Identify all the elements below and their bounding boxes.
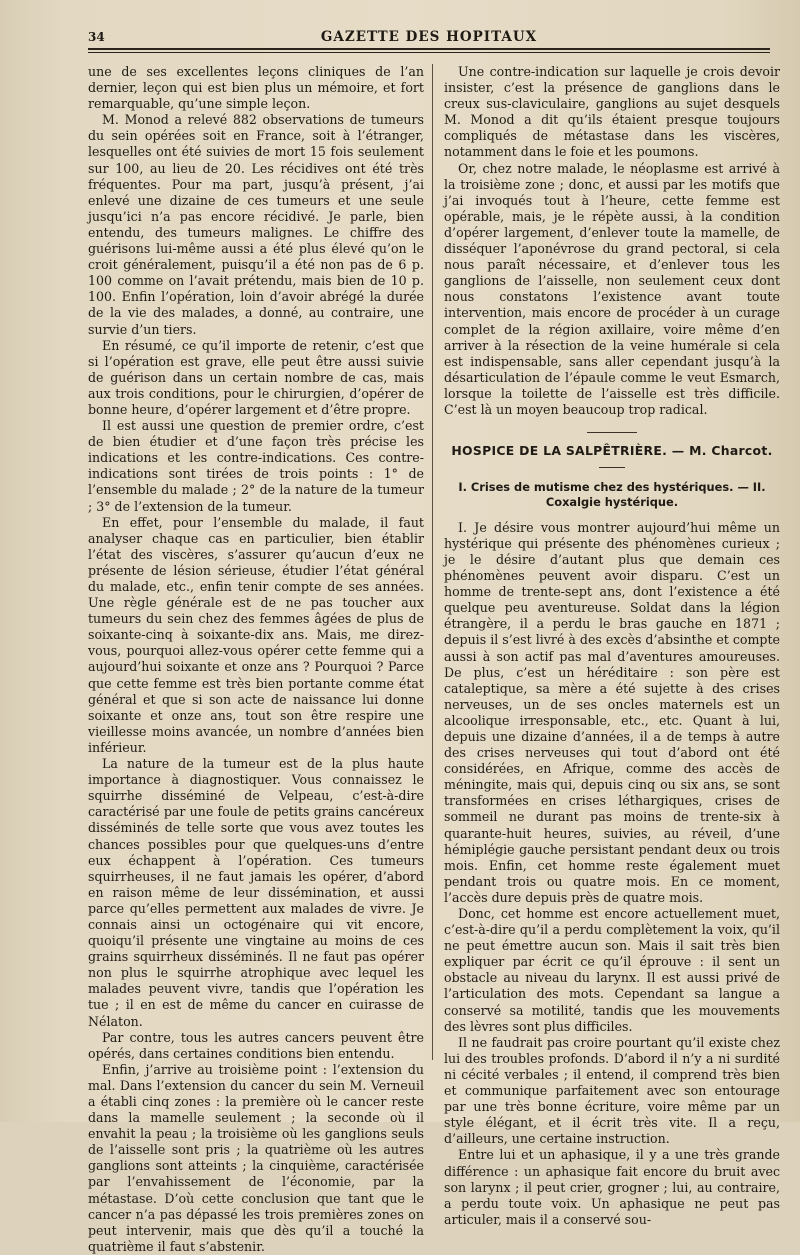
header-rule-thin [88, 52, 770, 53]
paragraph: Donc, cet homme est encore actuellement muet, c’est-à-dire qu’il a perdu complètement la voix, qu’il ne peut émettre aucun son. Mais il sait très bien expliquer par écrit ce qu’il éprouve : il sent un obstacle au niveau du larynx. Il est aussi privé de l’articulation des mots. Cependant sa langue a conservé sa motilité, tandis que les mouvements des lèvres sont plus difficiles. [444, 906, 780, 1034]
paragraph: Entre lui et un aphasique, il y a une très grande différence : un aphasique fait encore du bruit avec son larynx ; il peut crier, grogner ; lui, au contraire, a perdu toute voix. Un aphasique ne peut pas articuler, mais il a conservé sou- [444, 1147, 780, 1227]
page-number: 34 [88, 30, 105, 44]
paragraph: Or, chez notre malade, le néoplasme est arrivé à la troisième zone ; donc, et aussi par les motifs que j’ai invoqués tout à l’heure, cette femme est opérable, mais, je le répète aussi, à la condition d’opérer largement, d’enlever toute la mamelle, de disséquer l’aponévrose du grand pectoral, si cela nous paraît nécessaire, et d’enlever tous les ganglions de l’aisselle, non seulement ceux dont nous constatons l’existence avant toute intervention, mais encore de procéder à un curage complet de la région axillaire, voire même d’en arriver à la résection de la veine humérale si cela est indispensable, sans aller cependant jusqu’à la désarticulation de l’épaule comme le veut Esmarch, lorsque la toilette de l’aisselle est très difficile. C’est là un moyen beaucoup trop radical. [444, 160, 780, 417]
section-separator [587, 432, 637, 433]
paragraph: En résumé, ce qu’il importe de retenir, c’est que si l’opération est grave, elle peut être aussi suivie de guérison dans un certain nombre de cas, mais aux trois conditions, pour le chirurgien, d’opérer de bonne heure, d’opérer largement et d’être propre. [88, 337, 424, 417]
page-header [88, 22, 770, 48]
header-rule-thick [88, 48, 770, 50]
journal-title: GAZETTE DES HOPITAUX [320, 29, 538, 45]
paragraph: M. Monod a relevé 882 observations de tumeurs du sein opérées soit en France, soit à l’étranger, lesquelles ont été suivies de mort 15 fois seulement sur 100, au lieu de 20. Les récidives ont été très fréquentes. Pour ma part, jusqu’à présent, j’ai enlevé une dizaine de ces tumeurs et une seule jusqu’ici n’a pas encore récidivé. Je parle, bien entendu, des tumeurs malignes. Le chiffre des guérisons lui-même aussi a été plus élevé qu’on le croit généralement, puisqu’il a été non pas de 6 p. 100 comme on l’avait prétendu, mais bien de 10 p. 100. Enfin l’opération, loin d’avoir abrégé la durée de la vie des malades, a donné, au contraire, une survie d’un tiers. [88, 112, 424, 337]
paragraph: Par contre, tous les autres cancers peuvent être opérés, dans certaines conditions bien entendu. [88, 1029, 424, 1061]
paragraph: En effet, pour l’ensemble du malade, il faut analyser chaque cas en particulier, bien établir l’état des viscères, s’assurer qu’aucun d’eux ne présente de lésion sérieuse, étudier l’état général du malade, etc., enfin tenir compte de ses années. Une règle générale est de ne pas toucher aux tumeurs du sein chez des femmes âgées de plus de soixante-cinq à soixante-dix ans. Mais, me direz-vous, pourquoi allez-vous opérer cette femme qui a aujourd’hui soixante et onze ans ? Pourquoi ? Parce que cette femme est très bien portante comme état général et que si son acte de naissance lui donne soixante et onze ans, tout son être respire une vieillesse moins avancée, un nombre d’années bien inférieur. [88, 514, 424, 755]
paragraph: une de ses excellentes leçons cliniques de l’an dernier, leçon qui est bien plus un mémoire, et fort remarquable, qu’une simple leçon. [88, 64, 424, 112]
lecture-title: I. Crises de mutisme chez des hystériques. — II. Coxalgie hystérique. [458, 479, 766, 509]
column-divider [432, 64, 433, 1060]
paragraph: Enfin, j’arrive au troisième point : l’extension du mal. Dans l’extension du cancer du sein M. Verneuil a établi cinq zones : la première où le cancer reste dans la mamelle seulement ; la seconde où il envahit la peau ; la troisième où les ganglions seuls de l’aisselle sont pris ; la quatrième où les autres ganglions sont atteints ; la cinquième, caractérisée par l’envahissement de l’économie, par la métastase. D’où cette conclusion que tant que le cancer n’a pas dépassé les trois premières zones on peut intervenir, mais que dès qu’il a touché la quatrième il faut s’abstenir. [88, 1061, 424, 1254]
paragraph: La nature de la tumeur est de la plus haute importance à diagnostiquer. Vous connaissez le squirrhe disséminé de Velpeau, c’est-à-dire caractérisé par une foule de petits grains cancéreux disséminés de telle sorte que vous avez toutes les chances possibles pour que quelques-uns d’entre eux échappent à l’opération. Ces tumeurs squirrheuses, il ne faut jamais les opérer, d’abord en raison même de leur dissémination, et aussi parce qu’elles permettent aux malades de vivre. Je connais ainsi un octogénaire qui vit encore, quoiqu’il présente une vingtaine au moins de ces grains squirrheux disséminés. Il ne faut pas opérer non plus le squirrhe atrophique avec lequel les malades peuvent vivre, tandis que l’opération les tue ; il en est de même du cancer en cuirasse de Nélaton. [88, 756, 424, 1029]
paragraph: Une contre-indication sur laquelle je crois devoir insister, c’est la présence de ganglions dans le creux sus-claviculaire, ganglions au sujet desquels M. Monod a dit qu’ils étaient presque toujours compliqués de métastase dans les viscères, notamment dans le foie et les poumons. [444, 64, 780, 160]
right-column [444, 64, 780, 1227]
paragraph: Il ne faudrait pas croire pourtant qu’il existe chez lui des troubles profonds. D’abord il n’y a ni surdité ni cécité verbales ; il entend, il comprend très bien et communique parfaitement avec son entourage par une très bonne écriture, voire même par un style élégant, et il écrit très vite. Il a reçu, d’ailleurs, une certaine instruction. [444, 1034, 780, 1147]
section-heading: HOSPICE DE LA SALPÊTRIÈRE. — M. Charcot. [451, 442, 773, 458]
left-column [88, 64, 424, 1254]
paragraph: Il est aussi une question de premier ordre, c’est de bien étudier et d’une façon très précise les indications et les contre-indications. Ces contre-indications sont tirées de trois points : 1° de l’ensemble du malade ; 2° de la nature de la tumeur ; 3° de l’extension de la tumeur. [88, 418, 424, 514]
paragraph: I. Je désire vous montrer aujourd’hui même un hystérique qui présente des phénomènes curieux ; je le désire d’autant plus que demain ces phénomènes peuvent avoir disparu. C’est un homme de trente-sept ans, dont l’existence a été quelque peu aventureuse. Soldat dans la légion étrangère, il a perdu le bras gauche en 1871 ; depuis il s’est livré à des excès d’absinthe et compte aussi à son actif pas mal d’aventures amoureuses. De plus, c’est un héréditaire : son père est cataleptique, sa mère a été sujette à des crises nerveuses, un de ses oncles maternels est un alcoolique irresponsable, etc., etc. Quant à lui, depuis une dizaine d’années, il a de temps à autre des crises nerveuses qui tout d’abord ont été considérées, en Afrique, comme des accès de méningite, mais qui, depuis cinq ou six ans, se sont transformées en crises léthargiques, crises de sommeil ne durant pas moins de trente-six à quarante-huit heures, suivies, au réveil, d’une hémiplégie gauche persistant pendant deux ou trois mois. Enfin, cet homme reste également muet pendant trois ou quatre mois. En ce moment, l’accès dure depuis près de quatre mois. [444, 519, 780, 905]
heading-rule [599, 467, 625, 468]
